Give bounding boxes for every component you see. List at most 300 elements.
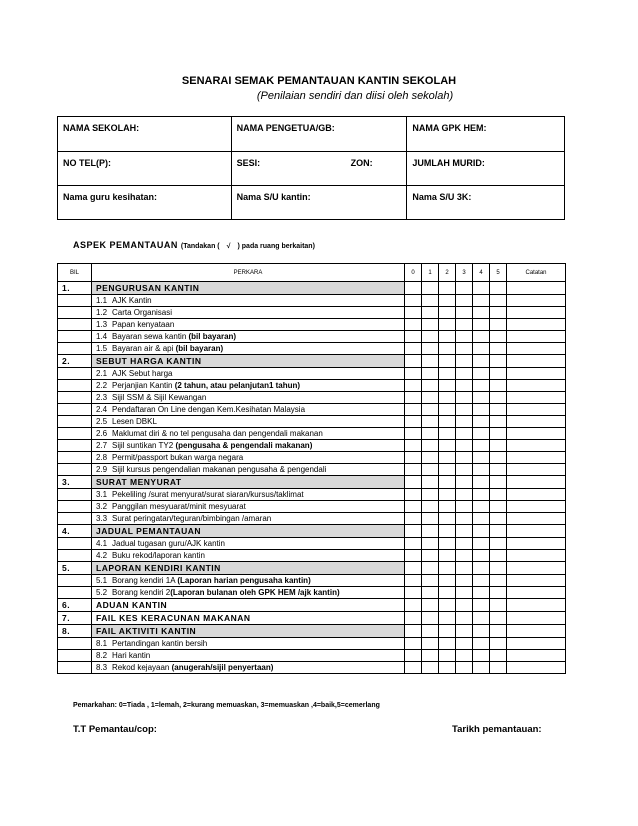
item-catatan-cell[interactable] bbox=[507, 538, 566, 550]
item-score-3-cell[interactable] bbox=[456, 440, 473, 452]
item-score-5-cell[interactable] bbox=[490, 550, 507, 562]
section-score-3-cell[interactable] bbox=[456, 282, 473, 295]
item-score-0-cell[interactable] bbox=[405, 404, 422, 416]
item-score-0-cell[interactable] bbox=[405, 575, 422, 587]
item-catatan-cell[interactable] bbox=[507, 307, 566, 319]
item-text: Permit/passport bukan warga negara bbox=[112, 452, 244, 462]
info-su-3k[interactable]: Nama S/U 3K: bbox=[407, 186, 565, 220]
item-score-5-cell[interactable] bbox=[490, 452, 507, 464]
item-score-4-cell[interactable] bbox=[473, 343, 490, 355]
item-score-3-cell[interactable] bbox=[456, 428, 473, 440]
section-score-4-cell[interactable] bbox=[473, 476, 490, 489]
item-score-5-cell[interactable] bbox=[490, 538, 507, 550]
item-score-1-cell[interactable] bbox=[422, 343, 439, 355]
section-catatan-cell[interactable] bbox=[507, 525, 566, 538]
item-score-4-cell[interactable] bbox=[473, 538, 490, 550]
item-score-3-cell[interactable] bbox=[456, 489, 473, 501]
item-score-2-cell[interactable] bbox=[439, 550, 456, 562]
item-score-2-cell[interactable] bbox=[439, 416, 456, 428]
item-label bbox=[92, 650, 405, 662]
item-score-3-cell[interactable] bbox=[456, 550, 473, 562]
section-score-1-cell[interactable] bbox=[422, 599, 439, 612]
info-nama-gpk[interactable]: NAMA GPK HEM: bbox=[407, 117, 565, 152]
item-score-2-cell[interactable] bbox=[439, 464, 456, 476]
info-nama-sekolah[interactable]: NAMA SEKOLAH: bbox=[58, 117, 232, 152]
item-number: 3.3 bbox=[96, 513, 108, 523]
item-score-5-cell[interactable] bbox=[490, 343, 507, 355]
item-text: AJK Sebut harga bbox=[112, 368, 173, 378]
item-catatan-cell[interactable] bbox=[507, 662, 566, 674]
checklist-header-row bbox=[58, 264, 566, 282]
item-score-3-cell[interactable] bbox=[456, 404, 473, 416]
item-score-0-cell[interactable] bbox=[405, 464, 422, 476]
item-bil-empty bbox=[58, 538, 92, 550]
section-score-4-cell[interactable] bbox=[473, 282, 490, 295]
section-bil: 6. bbox=[58, 599, 92, 612]
item-score-1-cell[interactable] bbox=[422, 392, 439, 404]
item-score-0-cell[interactable] bbox=[405, 343, 422, 355]
item-score-5-cell[interactable] bbox=[490, 416, 507, 428]
item-number: 2.3 bbox=[96, 392, 108, 402]
section-score-2-cell[interactable] bbox=[439, 355, 456, 368]
item-score-2-cell[interactable] bbox=[439, 501, 456, 513]
item-catatan-cell[interactable] bbox=[507, 650, 566, 662]
item-score-3-cell[interactable] bbox=[456, 319, 473, 331]
item-score-1-cell[interactable] bbox=[422, 650, 439, 662]
item-bil-empty bbox=[58, 428, 92, 440]
item-catatan-cell[interactable] bbox=[507, 440, 566, 452]
item-catatan-cell[interactable] bbox=[507, 489, 566, 501]
item-score-1-cell[interactable] bbox=[422, 368, 439, 380]
item-score-3-cell[interactable] bbox=[456, 307, 473, 319]
info-no-tel[interactable]: NO TEL(P): bbox=[58, 152, 232, 186]
section-score-3-cell[interactable] bbox=[456, 562, 473, 575]
item-label bbox=[92, 331, 405, 343]
item-score-5-cell[interactable] bbox=[490, 638, 507, 650]
item-score-1-cell[interactable] bbox=[422, 307, 439, 319]
section-score-3-cell[interactable] bbox=[456, 476, 473, 489]
section-score-4-cell[interactable] bbox=[473, 355, 490, 368]
item-catatan-cell[interactable] bbox=[507, 404, 566, 416]
item-score-5-cell[interactable] bbox=[490, 501, 507, 513]
section-score-2-cell[interactable] bbox=[439, 612, 456, 625]
section-score-1-cell[interactable] bbox=[422, 476, 439, 489]
item-score-3-cell[interactable] bbox=[456, 650, 473, 662]
item-score-5-cell[interactable] bbox=[490, 650, 507, 662]
item-score-0-cell[interactable] bbox=[405, 489, 422, 501]
item-score-2-cell[interactable] bbox=[439, 638, 456, 650]
item-score-4-cell[interactable] bbox=[473, 489, 490, 501]
date-label: Tarikh pemantauan: bbox=[452, 724, 542, 735]
section-score-5-cell[interactable] bbox=[490, 599, 507, 612]
section-score-1-cell[interactable] bbox=[422, 355, 439, 368]
item-bil-empty bbox=[58, 392, 92, 404]
section-bil: 8. bbox=[58, 625, 92, 638]
item-score-5-cell[interactable] bbox=[490, 368, 507, 380]
section-score-1-cell[interactable] bbox=[422, 282, 439, 295]
section-score-3-cell[interactable] bbox=[456, 612, 473, 625]
item-score-2-cell[interactable] bbox=[439, 538, 456, 550]
section-score-2-cell[interactable] bbox=[439, 525, 456, 538]
section-score-2-cell[interactable] bbox=[439, 599, 456, 612]
item-score-4-cell[interactable] bbox=[473, 440, 490, 452]
section-row bbox=[58, 525, 566, 538]
item-score-2-cell[interactable] bbox=[439, 587, 456, 599]
item-score-1-cell[interactable] bbox=[422, 295, 439, 307]
item-text: Jadual tugasan guru/AJK kantin bbox=[112, 538, 225, 548]
section-bil: 2. bbox=[58, 355, 92, 368]
item-score-4-cell[interactable] bbox=[473, 513, 490, 525]
item-score-5-cell[interactable] bbox=[490, 404, 507, 416]
item-number: 8.1 bbox=[96, 638, 108, 648]
section-bil: 3. bbox=[58, 476, 92, 489]
item-catatan-cell[interactable] bbox=[507, 416, 566, 428]
section-score-4-cell[interactable] bbox=[473, 625, 490, 638]
item-bil-empty bbox=[58, 295, 92, 307]
section-score-2-cell[interactable] bbox=[439, 562, 456, 575]
item-score-1-cell[interactable] bbox=[422, 404, 439, 416]
item-score-0-cell[interactable] bbox=[405, 392, 422, 404]
item-score-5-cell[interactable] bbox=[490, 428, 507, 440]
item-score-5-cell[interactable] bbox=[490, 575, 507, 587]
item-catatan-cell[interactable] bbox=[507, 331, 566, 343]
school-info-table bbox=[57, 116, 565, 220]
item-score-5-cell[interactable] bbox=[490, 307, 507, 319]
item-bil-empty bbox=[58, 650, 92, 662]
section-score-3-cell[interactable] bbox=[456, 525, 473, 538]
section-score-5-cell[interactable] bbox=[490, 562, 507, 575]
item-score-2-cell[interactable] bbox=[439, 368, 456, 380]
section-catatan-cell[interactable] bbox=[507, 599, 566, 612]
item-text: Maklumat diri & no tel pengusaha dan pengendali makanan bbox=[112, 428, 323, 438]
section-score-2-cell[interactable] bbox=[439, 282, 456, 295]
item-score-2-cell[interactable] bbox=[439, 380, 456, 392]
item-catatan-cell[interactable] bbox=[507, 587, 566, 599]
item-score-0-cell[interactable] bbox=[405, 331, 422, 343]
item-catatan-cell[interactable] bbox=[507, 550, 566, 562]
section-score-4-cell[interactable] bbox=[473, 562, 490, 575]
item-score-0-cell[interactable] bbox=[405, 416, 422, 428]
item-score-3-cell[interactable] bbox=[456, 587, 473, 599]
item-score-3-cell[interactable] bbox=[456, 368, 473, 380]
item-text: Rekod kejayaan bbox=[112, 662, 172, 672]
item-score-3-cell[interactable] bbox=[456, 662, 473, 674]
item-bil-empty bbox=[58, 513, 92, 525]
section-score-2-cell[interactable] bbox=[439, 625, 456, 638]
section-score-5-cell[interactable] bbox=[490, 612, 507, 625]
item-score-1-cell[interactable] bbox=[422, 319, 439, 331]
item-row bbox=[58, 464, 566, 476]
item-row bbox=[58, 331, 566, 343]
item-score-3-cell[interactable] bbox=[456, 295, 473, 307]
item-score-2-cell[interactable] bbox=[439, 575, 456, 587]
item-score-0-cell[interactable] bbox=[405, 662, 422, 674]
section-bil: 1. bbox=[58, 282, 92, 295]
item-score-2-cell[interactable] bbox=[439, 319, 456, 331]
item-text-bold: (pengusaha & pengendali makanan) bbox=[175, 440, 313, 450]
item-score-0-cell[interactable] bbox=[405, 295, 422, 307]
item-score-4-cell[interactable] bbox=[473, 650, 490, 662]
item-score-1-cell[interactable] bbox=[422, 501, 439, 513]
item-score-3-cell[interactable] bbox=[456, 416, 473, 428]
item-score-4-cell[interactable] bbox=[473, 295, 490, 307]
item-score-0-cell[interactable] bbox=[405, 307, 422, 319]
item-number: 3.2 bbox=[96, 501, 108, 511]
item-catatan-cell[interactable] bbox=[507, 575, 566, 587]
item-score-5-cell[interactable] bbox=[490, 331, 507, 343]
item-score-4-cell[interactable] bbox=[473, 416, 490, 428]
item-catatan-cell[interactable] bbox=[507, 380, 566, 392]
item-score-1-cell[interactable] bbox=[422, 380, 439, 392]
section-score-1-cell[interactable] bbox=[422, 525, 439, 538]
item-catatan-cell[interactable] bbox=[507, 464, 566, 476]
item-score-5-cell[interactable] bbox=[490, 440, 507, 452]
section-title: FAIL KES KERACUNAN MAKANAN bbox=[92, 612, 405, 625]
item-score-2-cell[interactable] bbox=[439, 513, 456, 525]
item-catatan-cell[interactable] bbox=[507, 319, 566, 331]
item-score-4-cell[interactable] bbox=[473, 307, 490, 319]
item-label bbox=[92, 662, 405, 674]
item-score-0-cell[interactable] bbox=[405, 513, 422, 525]
item-score-1-cell[interactable] bbox=[422, 550, 439, 562]
item-score-1-cell[interactable] bbox=[422, 440, 439, 452]
item-score-4-cell[interactable] bbox=[473, 452, 490, 464]
item-score-2-cell[interactable] bbox=[439, 650, 456, 662]
item-score-5-cell[interactable] bbox=[490, 295, 507, 307]
item-label bbox=[92, 464, 405, 476]
item-score-2-cell[interactable] bbox=[439, 343, 456, 355]
item-number: 4.2 bbox=[96, 550, 108, 560]
item-score-1-cell[interactable] bbox=[422, 575, 439, 587]
section-score-4-cell[interactable] bbox=[473, 525, 490, 538]
item-score-3-cell[interactable] bbox=[456, 513, 473, 525]
section-score-4-cell[interactable] bbox=[473, 599, 490, 612]
section-score-5-cell[interactable] bbox=[490, 355, 507, 368]
section-row bbox=[58, 599, 566, 612]
item-score-2-cell[interactable] bbox=[439, 392, 456, 404]
info-nama-pengetua[interactable]: NAMA PENGETUA/GB: bbox=[231, 117, 407, 152]
section-score-4-cell[interactable] bbox=[473, 612, 490, 625]
section-catatan-cell[interactable] bbox=[507, 476, 566, 489]
item-catatan-cell[interactable] bbox=[507, 638, 566, 650]
item-catatan-cell[interactable] bbox=[507, 295, 566, 307]
section-catatan-cell[interactable] bbox=[507, 612, 566, 625]
item-row bbox=[58, 368, 566, 380]
section-score-0-cell[interactable] bbox=[405, 612, 422, 625]
item-score-4-cell[interactable] bbox=[473, 501, 490, 513]
info-su-kantin[interactable]: Nama S/U kantin: bbox=[231, 186, 407, 220]
header-score-4: 4 bbox=[473, 264, 490, 282]
item-score-5-cell[interactable] bbox=[490, 392, 507, 404]
item-score-2-cell[interactable] bbox=[439, 662, 456, 674]
item-score-0-cell[interactable] bbox=[405, 368, 422, 380]
item-row bbox=[58, 380, 566, 392]
item-row bbox=[58, 489, 566, 501]
item-score-3-cell[interactable] bbox=[456, 464, 473, 476]
section-catatan-cell[interactable] bbox=[507, 282, 566, 295]
item-number: 8.2 bbox=[96, 650, 108, 660]
aspek-label: ASPEK PEMANTAUAN bbox=[73, 240, 178, 250]
item-score-4-cell[interactable] bbox=[473, 575, 490, 587]
item-label bbox=[92, 587, 405, 599]
section-score-1-cell[interactable] bbox=[422, 562, 439, 575]
section-score-3-cell[interactable] bbox=[456, 625, 473, 638]
section-catatan-cell[interactable] bbox=[507, 562, 566, 575]
item-score-5-cell[interactable] bbox=[490, 662, 507, 674]
item-text: Lesen DBKL bbox=[112, 416, 157, 426]
item-score-2-cell[interactable] bbox=[439, 440, 456, 452]
item-score-4-cell[interactable] bbox=[473, 464, 490, 476]
item-score-3-cell[interactable] bbox=[456, 343, 473, 355]
item-catatan-cell[interactable] bbox=[507, 368, 566, 380]
item-score-4-cell[interactable] bbox=[473, 331, 490, 343]
item-score-2-cell[interactable] bbox=[439, 307, 456, 319]
item-score-5-cell[interactable] bbox=[490, 464, 507, 476]
item-score-2-cell[interactable] bbox=[439, 404, 456, 416]
item-bil-empty bbox=[58, 550, 92, 562]
item-text: Borang kendiri 2 bbox=[112, 587, 171, 597]
item-text: Papan kenyataan bbox=[112, 319, 175, 329]
section-score-5-cell[interactable] bbox=[490, 282, 507, 295]
info-jumlah-murid[interactable]: JUMLAH MURID: bbox=[407, 152, 565, 186]
section-row bbox=[58, 476, 566, 489]
item-text-bold: (bil bayaran) bbox=[175, 343, 224, 353]
item-score-4-cell[interactable] bbox=[473, 638, 490, 650]
item-catatan-cell[interactable] bbox=[507, 343, 566, 355]
item-score-5-cell[interactable] bbox=[490, 319, 507, 331]
item-score-3-cell[interactable] bbox=[456, 452, 473, 464]
item-score-0-cell[interactable] bbox=[405, 452, 422, 464]
item-score-0-cell[interactable] bbox=[405, 380, 422, 392]
section-score-1-cell[interactable] bbox=[422, 625, 439, 638]
item-score-1-cell[interactable] bbox=[422, 587, 439, 599]
section-score-5-cell[interactable] bbox=[490, 625, 507, 638]
page-title: SENARAI SEMAK PEMANTAUAN KANTIN SEKOLAH bbox=[181, 75, 457, 87]
section-score-0-cell[interactable] bbox=[405, 282, 422, 295]
item-text: Pekeliling /surat menyurat/surat siaran/kursus/taklimat bbox=[112, 489, 304, 499]
section-title: SURAT MENYURAT bbox=[92, 476, 405, 489]
item-score-0-cell[interactable] bbox=[405, 650, 422, 662]
header-score-0: 0 bbox=[405, 264, 422, 282]
item-score-1-cell[interactable] bbox=[422, 452, 439, 464]
section-score-0-cell[interactable] bbox=[405, 476, 422, 489]
section-title: SEBUT HARGA KANTIN bbox=[92, 355, 405, 368]
item-score-0-cell[interactable] bbox=[405, 501, 422, 513]
section-catatan-cell[interactable] bbox=[507, 355, 566, 368]
section-catatan-cell[interactable] bbox=[507, 625, 566, 638]
item-label bbox=[92, 428, 405, 440]
item-score-3-cell[interactable] bbox=[456, 575, 473, 587]
item-score-4-cell[interactable] bbox=[473, 319, 490, 331]
section-score-5-cell[interactable] bbox=[490, 476, 507, 489]
item-score-3-cell[interactable] bbox=[456, 538, 473, 550]
item-row bbox=[58, 501, 566, 513]
item-score-2-cell[interactable] bbox=[439, 295, 456, 307]
item-row bbox=[58, 416, 566, 428]
item-score-4-cell[interactable] bbox=[473, 392, 490, 404]
item-score-1-cell[interactable] bbox=[422, 416, 439, 428]
item-score-3-cell[interactable] bbox=[456, 380, 473, 392]
item-score-4-cell[interactable] bbox=[473, 587, 490, 599]
item-score-0-cell[interactable] bbox=[405, 550, 422, 562]
item-score-3-cell[interactable] bbox=[456, 392, 473, 404]
item-label bbox=[92, 489, 405, 501]
item-score-3-cell[interactable] bbox=[456, 638, 473, 650]
item-catatan-cell[interactable] bbox=[507, 428, 566, 440]
section-score-3-cell[interactable] bbox=[456, 599, 473, 612]
item-catatan-cell[interactable] bbox=[507, 501, 566, 513]
item-score-4-cell[interactable] bbox=[473, 380, 490, 392]
item-score-2-cell[interactable] bbox=[439, 428, 456, 440]
item-score-3-cell[interactable] bbox=[456, 331, 473, 343]
item-catatan-cell[interactable] bbox=[507, 392, 566, 404]
item-score-5-cell[interactable] bbox=[490, 489, 507, 501]
info-guru-kesihatan[interactable]: Nama guru kesihatan: bbox=[58, 186, 232, 220]
item-number: 2.8 bbox=[96, 452, 108, 462]
section-title: JADUAL PEMANTAUAN bbox=[92, 525, 405, 538]
item-score-0-cell[interactable] bbox=[405, 587, 422, 599]
item-score-4-cell[interactable] bbox=[473, 368, 490, 380]
item-score-5-cell[interactable] bbox=[490, 513, 507, 525]
section-score-0-cell[interactable] bbox=[405, 562, 422, 575]
item-score-5-cell[interactable] bbox=[490, 380, 507, 392]
item-text: AJK Kantin bbox=[112, 295, 152, 305]
item-score-0-cell[interactable] bbox=[405, 440, 422, 452]
item-bil-empty bbox=[58, 575, 92, 587]
section-row bbox=[58, 355, 566, 368]
item-score-0-cell[interactable] bbox=[405, 638, 422, 650]
section-score-0-cell[interactable] bbox=[405, 525, 422, 538]
header-perkara: PERKARA bbox=[92, 264, 405, 282]
section-score-5-cell[interactable] bbox=[490, 525, 507, 538]
item-score-4-cell[interactable] bbox=[473, 404, 490, 416]
item-score-1-cell[interactable] bbox=[422, 638, 439, 650]
item-score-2-cell[interactable] bbox=[439, 489, 456, 501]
item-score-1-cell[interactable] bbox=[422, 513, 439, 525]
info-sesi-zon[interactable] bbox=[231, 152, 407, 186]
item-score-4-cell[interactable] bbox=[473, 662, 490, 674]
item-score-4-cell[interactable] bbox=[473, 428, 490, 440]
section-score-1-cell[interactable] bbox=[422, 612, 439, 625]
item-score-1-cell[interactable] bbox=[422, 464, 439, 476]
item-score-0-cell[interactable] bbox=[405, 428, 422, 440]
section-score-0-cell[interactable] bbox=[405, 625, 422, 638]
item-score-1-cell[interactable] bbox=[422, 662, 439, 674]
item-score-1-cell[interactable] bbox=[422, 489, 439, 501]
item-number: 2.1 bbox=[96, 368, 108, 378]
item-bil-empty bbox=[58, 587, 92, 599]
item-bil-empty bbox=[58, 464, 92, 476]
item-score-4-cell[interactable] bbox=[473, 550, 490, 562]
section-score-0-cell[interactable] bbox=[405, 355, 422, 368]
section-score-3-cell[interactable] bbox=[456, 355, 473, 368]
section-score-2-cell[interactable] bbox=[439, 476, 456, 489]
item-score-1-cell[interactable] bbox=[422, 331, 439, 343]
item-score-5-cell[interactable] bbox=[490, 587, 507, 599]
item-catatan-cell[interactable] bbox=[507, 513, 566, 525]
item-catatan-cell[interactable] bbox=[507, 452, 566, 464]
item-row bbox=[58, 343, 566, 355]
section-score-0-cell[interactable] bbox=[405, 599, 422, 612]
item-score-3-cell[interactable] bbox=[456, 501, 473, 513]
item-bil-empty bbox=[58, 404, 92, 416]
item-score-1-cell[interactable] bbox=[422, 538, 439, 550]
item-score-1-cell[interactable] bbox=[422, 428, 439, 440]
item-score-2-cell[interactable] bbox=[439, 452, 456, 464]
item-score-0-cell[interactable] bbox=[405, 319, 422, 331]
item-score-2-cell[interactable] bbox=[439, 331, 456, 343]
item-score-0-cell[interactable] bbox=[405, 538, 422, 550]
